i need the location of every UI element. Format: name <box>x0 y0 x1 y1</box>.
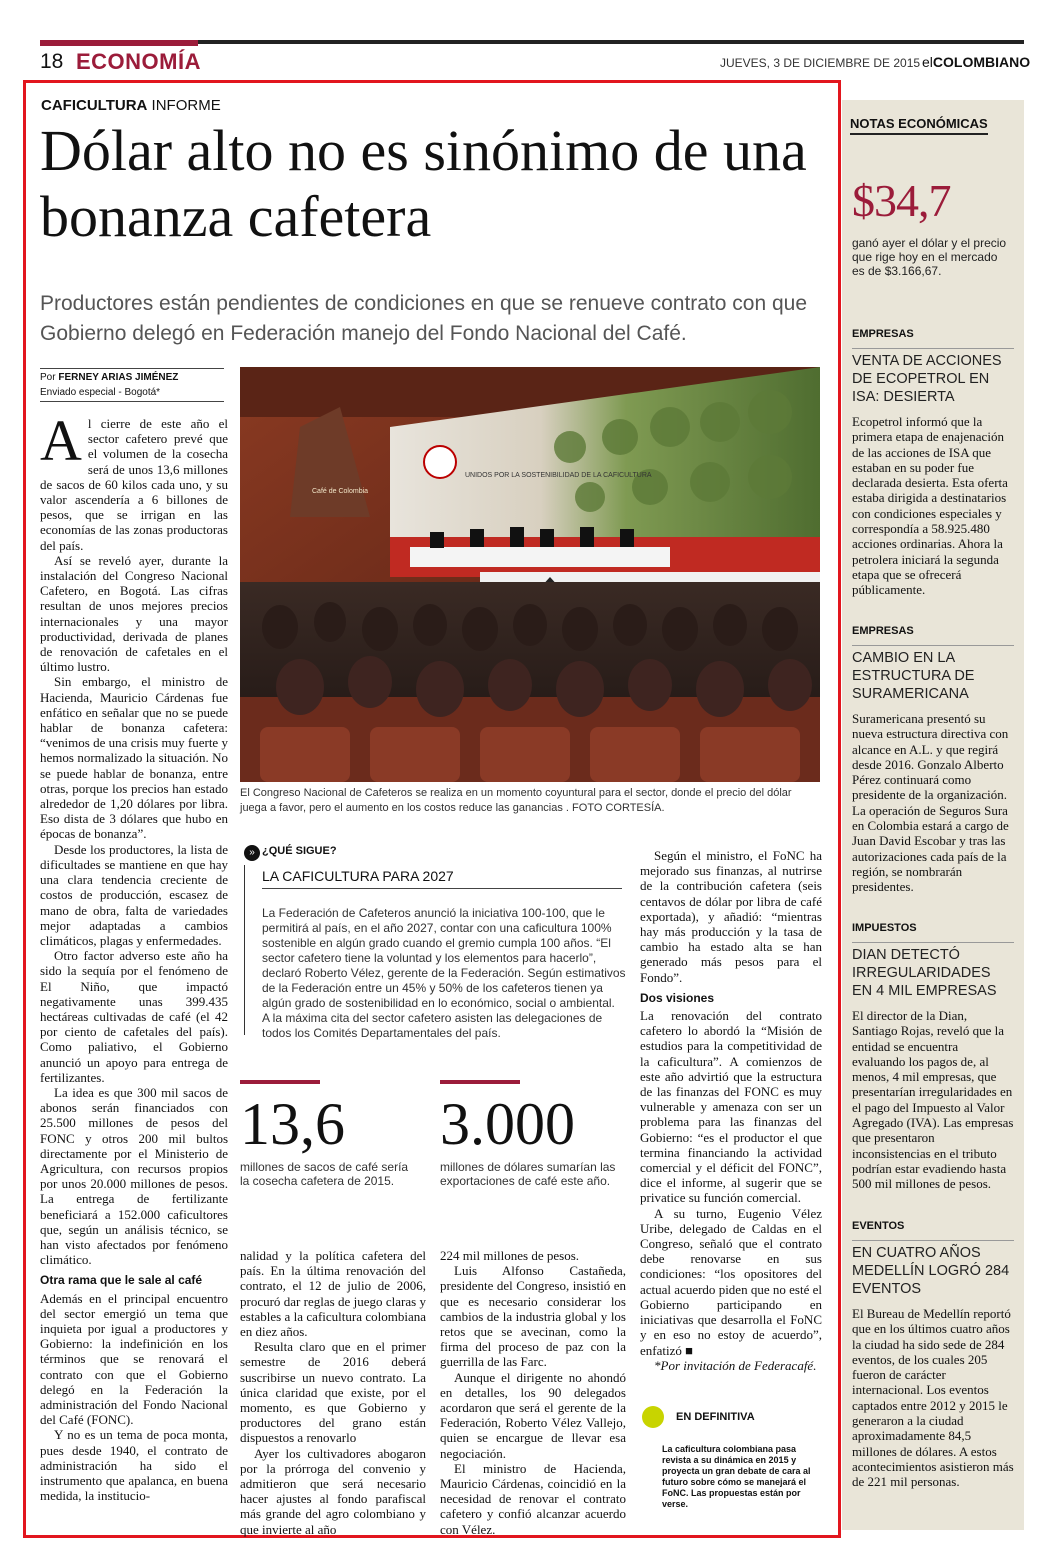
paragraph: Otro factor adverso este año ha sido la sequía por el fenómeno de El Niño, que impactó negativamente unas 399.435 hectáreas cultivadas de café (el 42 por ciento de cafetales del país). Como paliativo, el Gobierno anunció un apoyo para entrega de fertilizantes. <box>40 948 228 1085</box>
paragraph: *Por invitación de Federacafé. <box>654 1357 817 1373</box>
photo-screen-title: UNIDOS POR LA SOSTENIBILIDAD DE LA CAFICULTURA <box>465 472 652 479</box>
paragraph: Además en el principal encuentro del sector emergió un tema que inquieta por igual a productores y Gobierno: la indefinición en los términos que se renovará el contrato con que el Gobierno delegó en la Federación la administración del Fondo Nacional del Café (FONC). <box>40 1290 228 1428</box>
note-tag: IMPUESTOS <box>852 922 917 934</box>
article-subhead: Productores están pendientes de condiciones en que se renueve contrato con que Gobierno delegó en Federación manejo del Fondo Nacional del Café. <box>40 292 808 345</box>
newspaper-brand <box>922 54 1030 70</box>
paragraph <box>40 408 228 553</box>
paragraph: Sin embargo, el ministro de Hacienda, Mauricio Cárdenas fue enfático en señalar que no se puede hablar de bonanza cafetera: “venimos de una crisis muy fuerte y hemos normalizado la situación. No se puede hablar de bonanza, entre otras, porque los precios han estado alrededor de 1,20 dólares por libra. Eso dista de 3 dólares que hubo en épocas de bonanza”. <box>40 674 228 842</box>
en-definitiva-text: La caficultura colombiana pasa revista a su dinámica en 2015 y proyecta un gran debate de cara al futuro sobre cómo se manejará el FoNC. Las propuestas están por verse. <box>662 1444 811 1509</box>
paragraph: Desde los productores, la lista de dificultades se mantiene en que hay una clara tendencia creciente de costos de producción, escasez de mano de obra, falta de variedades mejor adaptadas a cambios climáticos, plagas y enfermedades. <box>40 841 228 948</box>
note-tag: EVENTOS <box>852 1220 905 1232</box>
article-headline: Dólar alto no es sinónimo de una bonanza cafetera <box>40 118 807 249</box>
paragraph: La renovación del contrato cafetero lo abordó la “Misión de estudios para la competitividad de la caficultura”. A comienzos de este año advirtió que la estructura de las finanzas del FONC es muy vulnerable y amenaza con ser un problema para las finanzas del Gobierno: “es el productor el que termina financiando la actividad comercial y el déficit del FONC”, dice el informe, al sugerir que se privatice su función comercial. <box>640 1008 822 1206</box>
kicker-type: INFORME <box>151 97 221 114</box>
note-headline: EN CUATRO AÑOS MEDELLÍN LOGRÓ 284 EVENTOS <box>852 1240 1014 1298</box>
figure-number: 13,6 <box>240 1091 345 1157</box>
note-body: El Bureau de Medellín reportó que en los últimos cuatro años la ciudad ha sido sede de 284 eventos, de los cuales 205 fueron de carácter internacional. Los eventos captados entre 2012 y 2015 le generaron a la ciudad aproximadamente 84,5 millones de dólares. A estos acontecimientos asistieron más de 221 mil personas. <box>852 1306 1014 1490</box>
byline-role: Enviado especial - Bogotá* <box>40 387 161 398</box>
note-body: El director de la Dian, Santiago Rojas, reveló que la entidad se encuentra evaluando los pagos de, al menos, 4 mil empresas, que presentarían irregularidades en el pago del Impuesto al Valor Agregado (IVA). Las empresas que presentaron inconsistencias en el tributo podrían estar evadiendo hasta 500 mil millones de pesos. <box>852 1008 1014 1192</box>
figure-accent-bar <box>440 1080 520 1084</box>
paragraph: Aunque el dirigente no ahondó en detalles, los 90 delegados acordaron que será el gerente de la Federación, Roberto Vélez Vallejo, quien se encargue de llevar esa negociación. <box>440 1369 626 1461</box>
article-column-1 <box>40 408 228 1504</box>
issue-date: JUEVES, 3 DE DICIEMBRE DE 2015 <box>720 56 921 70</box>
byline-prefix: Por <box>40 372 56 383</box>
que-sigue-title: LA CAFICULTURA PARA 2027 <box>262 868 622 889</box>
paragraph: El ministro de Hacienda, Mauricio Cárdenas, coincidió en la necesidad de renovar el contrato cafetero y confió alcanzar acuerdo con Vélez. <box>440 1460 626 1537</box>
note-tag: EMPRESAS <box>852 328 914 340</box>
paragraph: Según el ministro, el FoNC ha mejorado sus finanzas, al nutrirse de la contribución cafetera (seis centavos de dólar por libra de café exportada), y añadió: “mientras hay más producción y la tasa de cambio ha estado alta se han generado más pesos para el Fondo”. <box>640 848 822 985</box>
paragraph: Ayer los cultivadores abogaron por la prórroga del convenio y admitieron que será necesario hacer ajustes al fondo parafiscal más grande del agro colombiano y que invierte al año <box>240 1445 426 1537</box>
figure-note: millones de sacos de café sería la cosecha cafetera de 2015. <box>240 1160 409 1188</box>
sidebar-note <box>852 1220 1014 1490</box>
article-photo <box>240 367 820 782</box>
note-headline: DIAN DETECTÓ IRREGULARIDADES EN 4 MIL EMPRESAS <box>852 942 1014 1000</box>
byline <box>40 368 224 402</box>
paragraph: Y no es un tema de poca monta, pues desde 1940, el contrato de administración ha sido el instrumento que apalanca, en buena medida, la institucio- <box>40 1427 228 1504</box>
photo-logo-text: Café de Colombia <box>312 488 369 495</box>
figure-note: millones de dólares sumarían las exportaciones de café este año. <box>440 1160 616 1188</box>
en-definitiva-label: EN DEFINITIVA <box>676 1411 755 1423</box>
note-headline: CAMBIO EN LA ESTRUCTURA DE SURAMERICANA <box>852 645 1014 703</box>
sidebar-note <box>852 922 1014 1192</box>
brand-name: COLOMBIANO <box>932 54 1031 70</box>
chevron-right-icon: » <box>244 845 260 861</box>
que-sigue-paragraph: La Federación de Cafeteros anunció la iniciativa 100-100, que le permitirá al país, en el año 2027, contar con una caficultura 100% sostenible en algún grado cuando el gremio cumpla 100 años. “El sector cafetero tiene la voluntad y los elementos para hacerlo”, declaró Roberto Vélez, gerente de la Federación. Según estimativos de la Federación entre un 45% y 50% de los cafeteros tienen ya algún grado de sostenibilidad en lo económico, social o ambiental. <box>262 906 626 1010</box>
figure-accent-bar <box>240 1080 320 1084</box>
section-accent-bar <box>40 40 198 46</box>
que-sigue-body <box>262 906 630 1041</box>
que-sigue-paragraph: A la máxima cita del sector cafetero asisten las delegaciones de todos los Comités Departamentales del país. <box>262 1011 603 1040</box>
paragraph: nalidad y la política cafetera del país. En la última renovación del contrato, el 12 de julio de 2006, procuró dar reglas de juego claras y estables a la caficultura colombiana en diez años. <box>240 1248 426 1340</box>
sidebar-note <box>852 328 1014 598</box>
que-sigue-rule <box>244 865 245 1035</box>
paragraph-text: l cierre de este año el sector cafetero prevé que el volumen de la cosecha será de unos 13,6 millones de sacos de 60 kilos cada uno, y su valor ascendería a 6 billones de pesos, que se irrigan en las economías de las zonas productoras del país. <box>40 416 228 553</box>
sidebar-note <box>852 625 1014 895</box>
asterisk-icon <box>642 1406 664 1428</box>
note-body: Suramericana presentó su nueva estructura directiva con alcance en A.L. y que regirá desde 2016. Gonzalo Alberto Pérez continuará como presidente de la organización. La operación de Seguros Sura en Colombia estará a cargo de Juan David Escobar y tras las autorizaciones cada país de la región, se nombrarán presidentes. <box>852 711 1009 895</box>
photo-caption: El Congreso Nacional de Cafeteros se realiza en un momento coyuntural para el sector, donde el precio del dólar juega a favor, pero el aumento en los costos reduce las ganancias . FOTO CORTESÍA. <box>240 787 792 814</box>
article-column-4 <box>640 848 822 1373</box>
paragraph: 224 mil millones de pesos. <box>440 1248 580 1263</box>
dollar-change-note: ganó ayer el dólar y el precio que rige hoy en el mercado es de $3.166,67. <box>852 236 1007 278</box>
article-kicker <box>41 97 221 114</box>
figure-number: 3.000 <box>440 1091 575 1157</box>
byline-name: FERNEY ARIAS JIMÉNEZ <box>58 372 179 383</box>
congress-photo <box>240 367 820 782</box>
byline-author <box>40 370 224 385</box>
note-body: Ecopetrol informó que la primera etapa de enajenación de las acciones de ISA que estaban en su poder fue declarada desierta. Esta oferta estaba dirigida a destinatarios con condiciones especiales y correspondía a 58.925.480 acciones ordinarias. Ahora la petrolera iniciará la segunda etapa que se ofrecerá públicamente. <box>852 414 1008 598</box>
article-column-2 <box>240 1248 426 1537</box>
page-number: 18 <box>40 50 64 73</box>
subheading: Dos visiones <box>640 990 715 1005</box>
section-name: ECONOMÍA <box>76 49 201 74</box>
drop-cap: A <box>40 408 82 473</box>
paragraph: Luis Alfonso Castañeda, presidente del Congreso, insistió en que es necesario considerar los cambios de la industria global y los retos que se avecinan, como la firma del proceso de paz con la guerrilla de las Farc. <box>440 1263 626 1370</box>
paragraph: A su turno, Eugenio Vélez Uribe, delegado de Caldas en el Congreso, señaló que el contrato debe renovarse en sus condiciones: “los opositores del actual acuerdo piden que no esté el Gobierno participando en iniciativas que desarrolla el FoNC y en eso no estoy de acuerdo”, enfatizó ■ <box>640 1205 822 1358</box>
paragraph: Resulta claro que en el primer semestre de 2016 deberá suscribirse un nuevo contrato. La única claridad que existe, por el momento, es que Gobierno y productores del grano están dispuestos a renovarlo <box>240 1339 426 1446</box>
note-tag: EMPRESAS <box>852 625 914 637</box>
article-column-3 <box>440 1248 626 1537</box>
subheading: Otra rama que le sale al café <box>40 1273 203 1288</box>
paragraph: La idea es que 300 mil sacos de abonos serán financiados con 25.500 millones de pesos del FONC y otros 200 mil bultos directamente por el Ministerio de Agricultura, con recursos propios por unos 20.000 millones de pesos. La entrega de fertilizante beneficiará a 152.000 caficultores que, según un análisis técnico, se han visto afectados por fenómeno climático. <box>40 1084 228 1268</box>
brand-el: el <box>922 54 933 70</box>
dollar-change: $34,7 <box>852 175 951 226</box>
paragraph: Así se reveló ayer, durante la instalación del Congreso Nacional Cafetero, en Bogotá. Las cifras resultan de unos mejores precios internacionales y una mayor productividad, derivada de planes de renovación de cafetales en el último lustro. <box>40 552 228 675</box>
que-sigue-label: ¿QUÉ SIGUE? <box>262 845 337 857</box>
sidebar-title: NOTAS ECONÓMICAS <box>850 116 988 135</box>
kicker-topic: CAFICULTURA <box>41 97 148 114</box>
note-headline: VENTA DE ACCIONES DE ECOPETROL EN ISA: DESIERTA <box>852 348 1014 406</box>
